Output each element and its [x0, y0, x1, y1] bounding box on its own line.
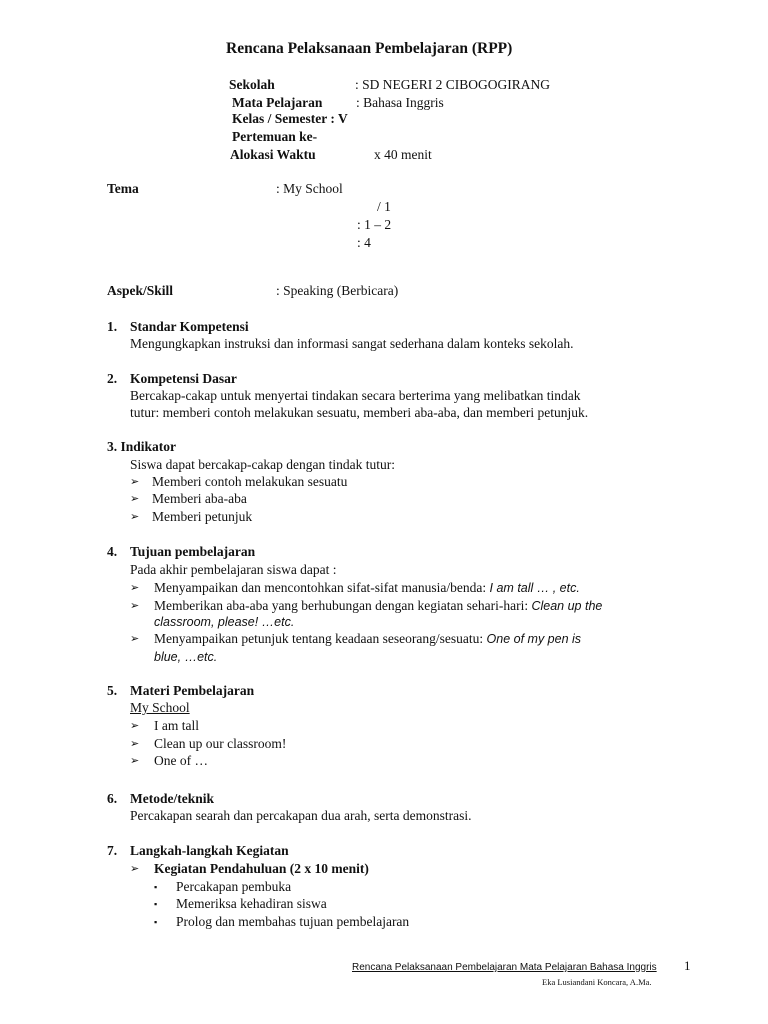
arrow-bullet-icon: ➢: [130, 720, 140, 732]
s5-heading: Materi Pembelajaran: [130, 683, 255, 698]
kelas-label: Kelas / Semester : V: [232, 111, 348, 126]
arrow-bullet-icon: ➢: [130, 511, 140, 523]
square-bullet-icon: ▪: [154, 899, 158, 909]
arrow-bullet-icon: ➢: [130, 633, 140, 645]
s1-heading: Standar Kompetensi: [130, 319, 249, 334]
s4-heading: Tujuan pembelajaran: [130, 544, 256, 559]
arrow-bullet-icon: ➢: [130, 738, 140, 750]
s4-item-2-example: Clean up the: [531, 599, 603, 613]
s1-number: 1.: [107, 319, 118, 334]
s6-heading: Metode/teknik: [130, 791, 214, 806]
s4-item-1-example: I am tall … , etc.: [489, 581, 580, 595]
s6-text: Percakapan searah dan percakapan dua arah, serta demonstrasi.: [130, 808, 472, 823]
arrow-bullet-icon: ➢: [130, 863, 140, 875]
s6-number: 6.: [107, 791, 118, 806]
s4-intro: Pada akhir pembelajaran siswa dapat :: [130, 562, 337, 577]
tema-extra-2: : 1 – 2: [357, 217, 392, 232]
square-bullet-icon: ▪: [154, 882, 158, 892]
s3-item: Memberi contoh melakukan sesuatu: [152, 474, 348, 489]
s5-item: Clean up our classroom!: [154, 736, 287, 751]
s7-item: Memeriksa kehadiran siswa: [176, 896, 327, 911]
s4-item-3-text: Menyampaikan petunjuk tentang keadaan seseorang/sesuatu:: [154, 631, 487, 646]
s2-line-2: tutur: memberi contoh melakukan sesuatu, memberi aba-aba, dan memberi petunjuk.: [130, 405, 589, 420]
s7-subheading: Kegiatan Pendahuluan (2 x 10 menit): [154, 861, 369, 876]
tema-extra-1: / 1: [377, 199, 391, 214]
s4-number: 4.: [107, 544, 118, 559]
s2-heading: Kompetensi Dasar: [130, 371, 237, 386]
mapel-label: Mata Pelajaran: [232, 95, 323, 110]
s1-text: Mengungkapkan instruksi dan informasi sangat sederhana dalam konteks sekolah.: [130, 336, 574, 351]
sekolah-value: : SD NEGERI 2 CIBOGOGIRANG: [355, 77, 550, 92]
square-bullet-icon: ▪: [154, 917, 158, 927]
s4-item-3-example: One of my pen is: [486, 632, 582, 646]
s7-item: Percakapan pembuka: [176, 879, 292, 894]
s4-item-3-example-cont: blue, …etc.: [154, 650, 218, 664]
arrow-bullet-icon: ➢: [130, 582, 140, 594]
s5-subheading: My School: [130, 700, 190, 715]
page-number: 1: [684, 958, 691, 973]
s2-number: 2.: [107, 371, 118, 386]
footer-document-title: Rencana Pelaksanaan Pembelajaran Mata Pelajaran Bahasa Inggris: [352, 962, 657, 973]
s4-item-1-text: Menyampaikan dan mencontohkan sifat-sifat manusia/benda:: [154, 580, 490, 595]
s4-item-1: [154, 579, 580, 597]
s4-item-2-example-cont: classroom, please! …etc.: [154, 615, 295, 629]
arrow-bullet-icon: ➢: [130, 755, 140, 767]
aspek-value: : Speaking (Berbicara): [276, 283, 399, 298]
s7-heading: Langkah-langkah Kegiatan: [130, 843, 289, 858]
arrow-bullet-icon: ➢: [130, 600, 140, 612]
s3-intro: Siswa dapat bercakap-cakap dengan tindak tutur:: [130, 457, 396, 472]
mapel-value: : Bahasa Inggris: [356, 95, 444, 110]
s4-item-2-text: Memberikan aba-aba yang berhubungan dengan kegiatan sehari-hari:: [154, 598, 532, 613]
s3-heading: 3. Indikator: [107, 439, 177, 454]
s5-number: 5.: [107, 683, 118, 698]
s4-item-3: [154, 630, 581, 648]
alokasi-value: x 40 menit: [374, 147, 432, 162]
document-title: Rencana Pelaksanaan Pembelajaran (RPP): [226, 40, 513, 57]
sekolah-label: Sekolah: [229, 77, 275, 92]
s3-item: Memberi petunjuk: [152, 509, 253, 524]
tema-extra-3: : 4: [357, 235, 371, 250]
s5-item: I am tall: [154, 718, 199, 733]
s7-item: Prolog dan membahas tujuan pembelajaran: [176, 914, 410, 929]
arrow-bullet-icon: ➢: [130, 493, 140, 505]
s5-item: One of …: [154, 753, 208, 768]
s7-number: 7.: [107, 843, 118, 858]
pertemuan-label: Pertemuan ke-: [232, 129, 318, 144]
s2-line-1: Bercakap-cakap untuk menyertai tindakan secara berterima yang melibatkan tindak: [130, 388, 581, 403]
footer-author: Eka Lusiandani Koncara, A.Ma.: [542, 977, 652, 987]
aspek-label: Aspek/Skill: [107, 283, 174, 298]
tema-value: : My School: [276, 181, 343, 196]
s3-item: Memberi aba-aba: [152, 491, 247, 506]
arrow-bullet-icon: ➢: [130, 476, 140, 488]
tema-label: Tema: [107, 181, 139, 196]
alokasi-label: Alokasi Waktu: [230, 147, 316, 162]
